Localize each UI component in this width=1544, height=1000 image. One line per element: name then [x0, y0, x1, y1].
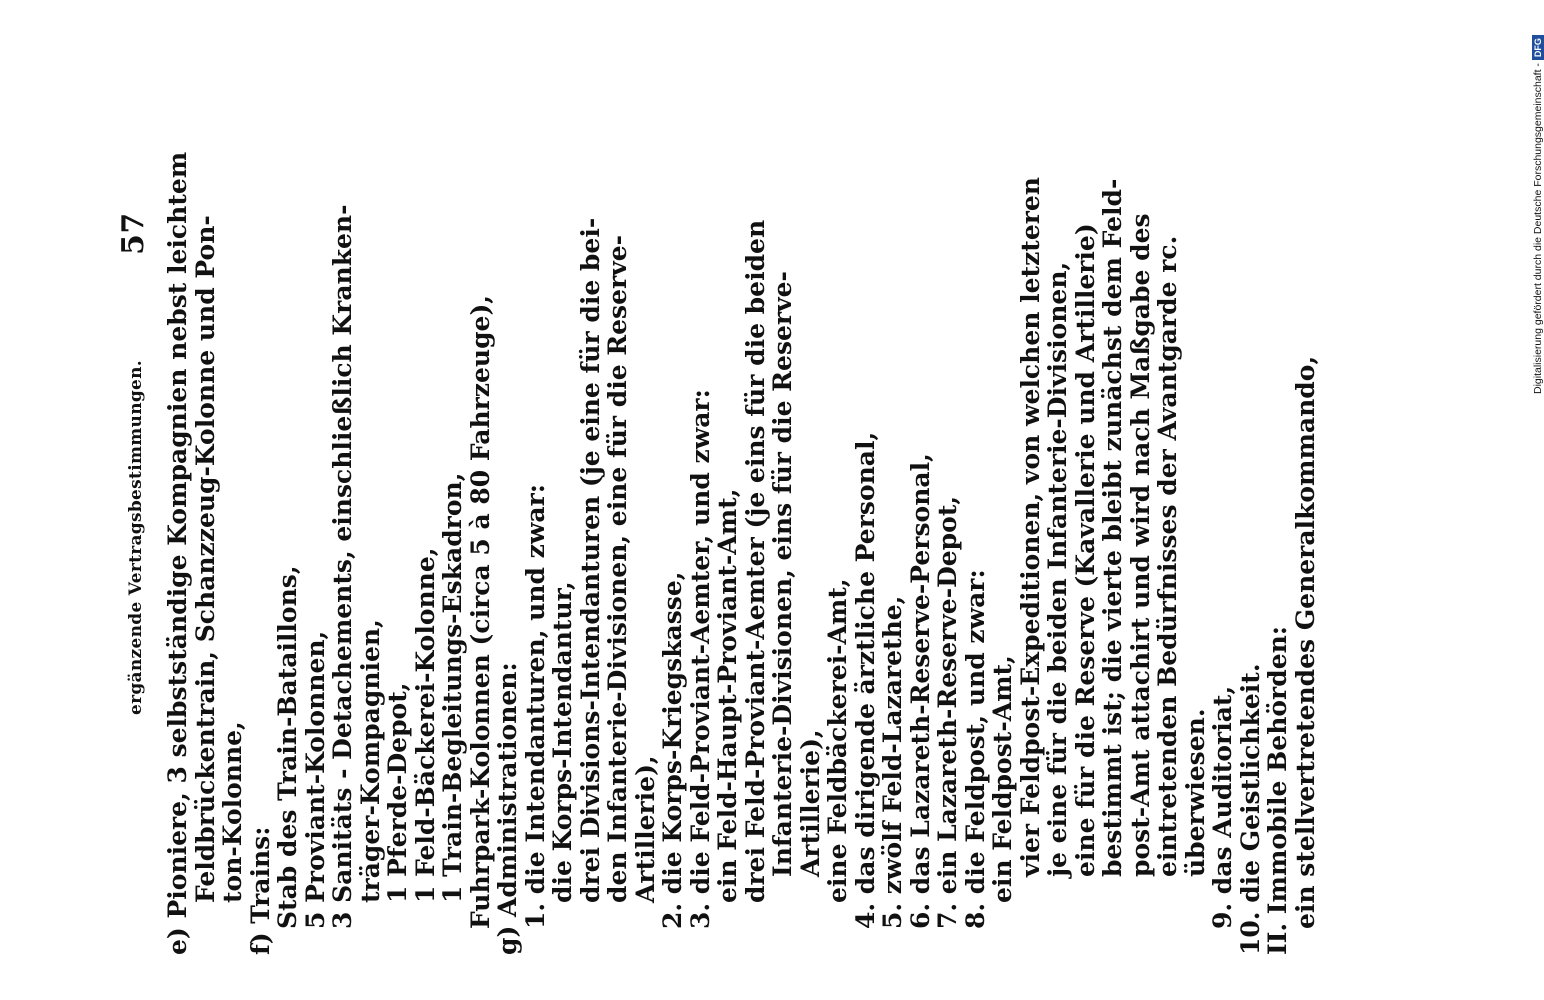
text-line: e) Pioniere, 3 selbstständige Kompagnien nebst leichtem [163, 151, 192, 955]
text-line: 6. das Lazareth-Reserve-Personal, [905, 453, 935, 929]
text-line: bestimmt ist; die vierte bleibt zunächst dem Feld- [1098, 178, 1127, 877]
text-line: Stab des Train-Bataillons, [273, 565, 302, 929]
dfg-logo: DFG [1532, 35, 1544, 60]
text-line: 1 Feld-Bäckerei-Kolonne, [410, 547, 440, 903]
text-line: je eine für die beiden Infanterie-Divisionen, [1043, 261, 1072, 877]
text-line: II. Immobile Behörden: [1263, 625, 1292, 955]
text-line: ein Feldpost-Amt, [988, 655, 1017, 903]
text-line: überwiesen. [1180, 708, 1210, 877]
text-line: 5 Proviant-Kolonnen, [300, 630, 330, 929]
text-line: Artillerie), [630, 755, 660, 903]
imprint-text: Digitalisierung gefördert durch die Deutsche Forschungsgemeinschaft - [1532, 63, 1544, 394]
text-line: f) Trains: [245, 826, 275, 955]
text-line: eine Feldbäckerei-Amt, [823, 578, 852, 903]
text-line: 2. die Korps-Kriegskasse, [658, 571, 687, 929]
text-line: drei Divisions-Intendanturen (je eine für die bei- [575, 217, 605, 903]
text-line: 3 Sanitäts - Detachements, einschließlich Kranken- [328, 204, 357, 929]
text-line: 5. zwölf Feld-Lazarethe, [878, 595, 907, 929]
text-line: 1. die Intendanturen, und zwar: [520, 484, 550, 929]
text-line: 4. das dirigende ärztliche Personal, [850, 431, 880, 929]
text-line: eintretenden Bedürfnisses der Avantgarde rc. [1153, 235, 1182, 877]
text-line: 7. ein Lazareth-Reserve-Depot, [933, 495, 962, 929]
text-line: Feldbrückentrain, Schanzzeug-Kolonne und Pon- [190, 215, 220, 903]
text-line: 9. das Auditoriat, [1208, 685, 1237, 929]
text-line: eine für die Reserve (Kavallerie und Artillerie) [1070, 223, 1100, 877]
page-number: 57 [116, 212, 151, 255]
text-line: 1 Pferde-Depot, [383, 682, 412, 903]
text-line: Artillerie), [795, 729, 825, 877]
digitization-imprint [1518, 8, 1544, 398]
text-line: ton-Kolonne, [218, 721, 247, 903]
text-line: Infanterie-Divisionen, eins für die Reserve- [768, 271, 797, 877]
text-line: die Korps-Intendantur, [548, 581, 577, 903]
text-line: 10. die Geistlichkeit. [1235, 663, 1265, 955]
text-line: den Infanterie-Divisionen, eine für die Reserve- [603, 234, 632, 903]
text-line: ein Feld-Haupt-Proviant-Amt, [713, 488, 742, 903]
text-line: 1 Train-Begleitungs-Eskadron, [438, 472, 467, 903]
text-line: 3. die Feld-Proviant-Aemter, und zwar: [685, 389, 715, 929]
text-line: ein stellvertretendes Generalkommando, [1290, 355, 1320, 929]
text-line: träger-Kompagnien, [355, 619, 385, 903]
text-line: vier Feldpost-Expeditionen, von welchen letzteren [1015, 177, 1045, 877]
running-head: ergänzende Vertragsbestimmungen. [126, 359, 146, 715]
text-line: drei Feld-Proviant-Aemter (je eins für die beiden [740, 219, 770, 903]
text-line: post-Amt attachirt und wird nach Maßgabe des [1125, 213, 1155, 877]
text-line: g) Administrationen: [493, 662, 522, 955]
text-line: 8. die Feldpost, und zwar: [960, 569, 990, 929]
text-line: Fuhrpark-Kolonnen (circa 5 à 80 Fahrzeuge), [465, 295, 495, 929]
page-header [118, 195, 158, 955]
text-body [163, 151, 1320, 955]
printed-page [116, 95, 1320, 955]
